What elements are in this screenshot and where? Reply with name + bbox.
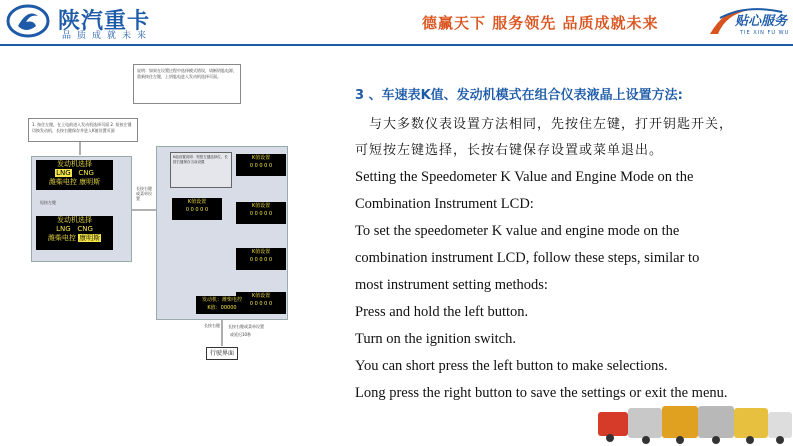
header-divider — [0, 44, 793, 46]
label-short-left: 短按左键 — [40, 200, 56, 205]
engine-select-lcd-2 — [36, 216, 113, 250]
slogan: 德赢天下 服务领先 品质成就未来 — [422, 14, 659, 32]
k-lcd-4 — [236, 248, 286, 270]
diagram-note: 说明：如果在设置过程中选择模式错误，请断钥匙电源，重新按住左键，上钥匙电进入发动机选择页面。 — [133, 64, 241, 104]
en-line-9: Long press the right button to save the settings or exit the menu. — [355, 385, 728, 401]
k-value-note: K值设置说明：短按左键选择位，长按右键保存当前设置 — [170, 152, 232, 188]
label-auto-delay: 或延迟10秒 — [230, 332, 252, 337]
en-line-1: Setting the Speedometer K Value and Engine Mode on the — [355, 169, 694, 185]
k-lcd-3-value: 0 0 0 0 0 — [249, 211, 273, 217]
label-long-right-2: 长按右键 — [204, 323, 220, 328]
k-lcd-1-value: 0 0 0 0 0 — [249, 163, 273, 169]
page-header — [0, 0, 793, 44]
k-lcd-3 — [236, 202, 286, 224]
engine-select-lcd-1 — [36, 160, 113, 190]
en-line-2: Combination Instrument LCD: — [355, 196, 534, 212]
trucks-illustration — [578, 398, 793, 446]
k-lcd-4-value: 0 0 0 0 0 — [249, 257, 273, 263]
k-lcd-2-label: K值设置 — [187, 199, 207, 205]
en-line-4: combination instrument LCD, follow these steps, similar to — [355, 250, 700, 266]
k-lcd-1 — [236, 154, 286, 176]
k-lcd-5-value: 0 0 0 0 0 — [249, 301, 273, 307]
lcd2-opt-weichai: 潍柴电控 — [47, 234, 76, 242]
lcd1-opt-cummins: 康明斯 — [79, 178, 101, 186]
k-lcd-3-label: K值设置 — [251, 203, 271, 209]
k-lcd-4-label: K值设置 — [251, 249, 271, 255]
label-long-save: 长按右键或菜单设置 — [228, 324, 264, 329]
k-lcd-1-label: K值设置 — [251, 155, 271, 161]
brand-subtitle: 品质成就未来 — [62, 31, 153, 41]
settings-flow-diagram — [0, 50, 340, 380]
lcd2-opt-cng: CNG — [77, 225, 93, 233]
chinese-paragraph: 与大多数仪表设置方法相同，先按住左键，打开钥匙开关，可短按左键选择，长按右键保存设置或菜单退出。 — [355, 117, 734, 158]
en-line-7: Turn on the ignition switch. — [355, 331, 516, 347]
en-line-8: You can short press the left button to make selections. — [355, 358, 668, 374]
k-lcd-2-value: 0 0 0 0 0 — [185, 207, 209, 213]
summary-lcd-k: K值：00000 — [207, 305, 237, 311]
en-line-5: most instrument setting methods: — [355, 277, 548, 293]
lcd1-opt-cng: CNG — [78, 169, 94, 177]
brand-name: 陕汽重卡 — [58, 9, 151, 34]
lcd2-opt-cummins: 康明斯 — [79, 234, 101, 242]
shaanxi-logo-icon — [6, 4, 50, 38]
summary-lcd-engine: 发动机：潍柴电控 — [201, 297, 242, 303]
section-heading: 3 、车速表K值、发动机模式在组合仪表液晶上设置方法: — [355, 88, 683, 103]
lcd2-opt-lng: LNG — [56, 225, 71, 233]
lcd1-opt-lng: LNG — [56, 169, 71, 177]
lcd1-title: 发动机选择 — [57, 160, 92, 168]
lcd1-opt-weichai: 潍柴电控 — [48, 178, 77, 186]
k-lcd-5-label: K值设置 — [251, 293, 271, 299]
en-line-3: To set the speedometer K value and engine mode on the — [355, 223, 680, 239]
summary-lcd — [196, 296, 248, 314]
diagram-steps: 1. 按住左键，在上电前进入发动机选择页面 2. 短按左键切换发动机，长按右键保存并进入K值设置页面 — [28, 118, 138, 142]
en-line-6: Press and hold the left button. — [355, 304, 529, 320]
lcd2-title: 发动机选择 — [57, 216, 92, 224]
driving-screen-box: 行驶界面 — [206, 347, 238, 360]
k-lcd-2 — [172, 198, 222, 220]
label-long-right: 长按右键或菜单设置 — [136, 186, 152, 201]
content-column — [355, 86, 745, 407]
service-logo-en: TIE XIN FU WU — [740, 30, 790, 36]
service-logo-text: 贴心服务 — [735, 14, 788, 29]
